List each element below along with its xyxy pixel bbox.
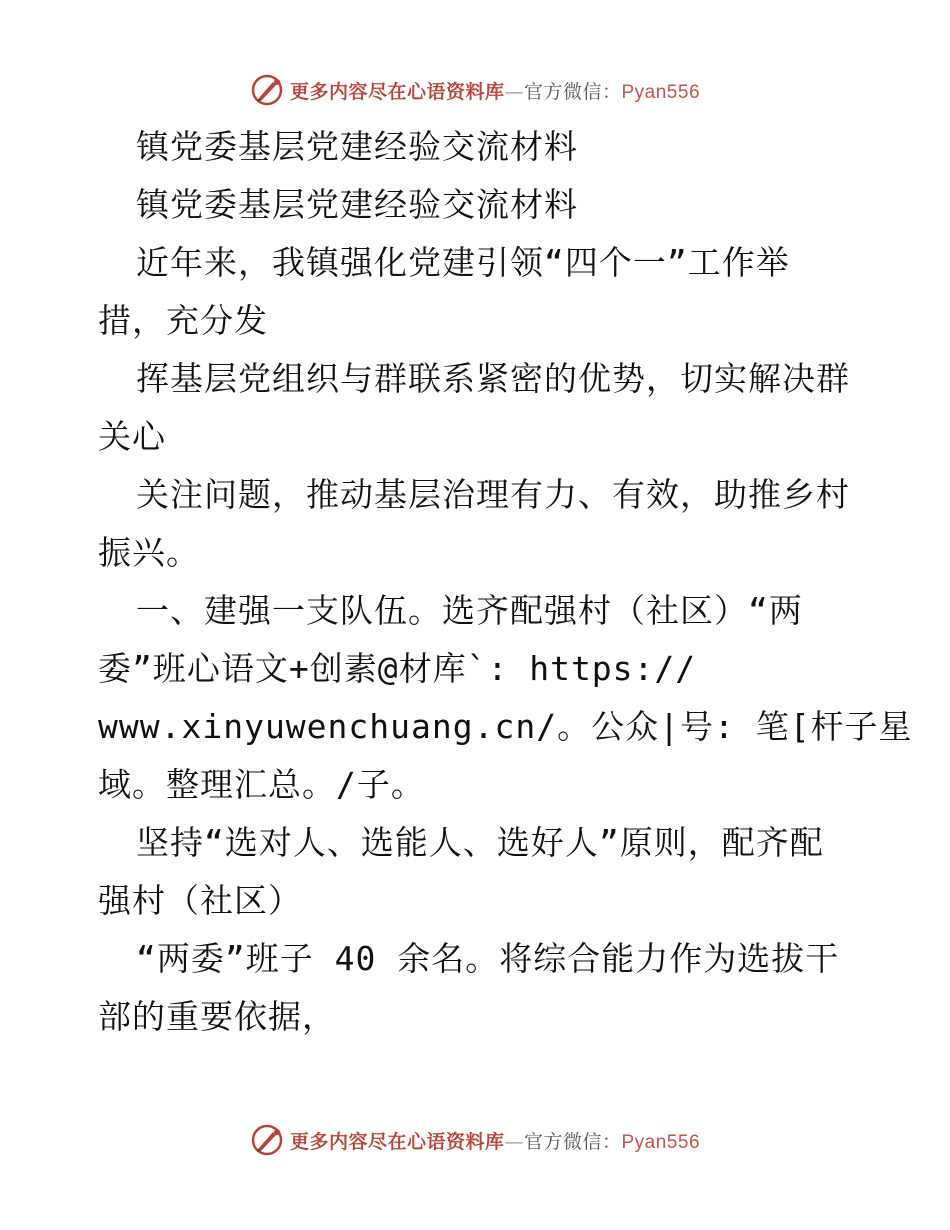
banner-site-name: 更多内容尽在心语资料库 [289, 1130, 505, 1153]
banner-wechat-label: 官方微信： [523, 1130, 622, 1153]
banner-text [290, 77, 700, 104]
banner-dash: — [504, 80, 524, 103]
footer-banner [0, 1120, 950, 1160]
banner-text [290, 1127, 700, 1154]
paragraph-line: 措，充分发 [98, 301, 268, 340]
paragraph-line: 强村（社区） [98, 881, 302, 920]
banner-wechat-id: Pyan556 [621, 1131, 701, 1153]
banner-wechat-label: 官方微信： [523, 80, 622, 103]
paragraph-line: “两委”班子 40 余名。将综合能力作为选拔干 [136, 939, 840, 978]
banner-wechat-id: Pyan556 [621, 81, 701, 103]
banner-dash: — [504, 1130, 524, 1153]
paragraph-line: 近年来，我镇强化党建引领“四个一”工作举 [136, 243, 790, 282]
paragraph-line: 振兴。 [98, 533, 200, 572]
paragraph-line: 坚持“选对人、选能人、选好人”原则，配齐配 [136, 823, 824, 862]
paragraph-line: 关心 [98, 417, 166, 456]
quill-pen-circle-logo-icon [250, 73, 284, 107]
paragraph-line: 域。整理汇总。/子。 [98, 765, 425, 804]
paragraph-line: 委”班心语文+创素@材库`: https:// [98, 649, 697, 688]
banner-site-name: 更多内容尽在心语资料库 [289, 80, 505, 103]
paragraph-line: 部的重要依据， [98, 997, 336, 1036]
doc-title: 镇党委基层党建经验交流材料 [136, 127, 578, 166]
doc-title-repeat: 镇党委基层党建经验交流材料 [136, 185, 578, 224]
header-banner [0, 70, 950, 110]
section-heading-line: 一、建强一支队伍。选齐配强村（社区）“两 [136, 591, 803, 630]
quill-pen-circle-logo-icon [250, 1123, 284, 1157]
document-body [98, 118, 913, 1046]
paragraph-line: www.xinyuwenchuang.cn/。公众|号: 笔[杆子星 [98, 707, 913, 746]
paragraph-line: 关注问题，推动基层治理有力、有效，助推乡村 [136, 475, 850, 514]
paragraph-line: 挥基层党组织与群联系紧密的优势，切实解决群 [136, 359, 850, 398]
